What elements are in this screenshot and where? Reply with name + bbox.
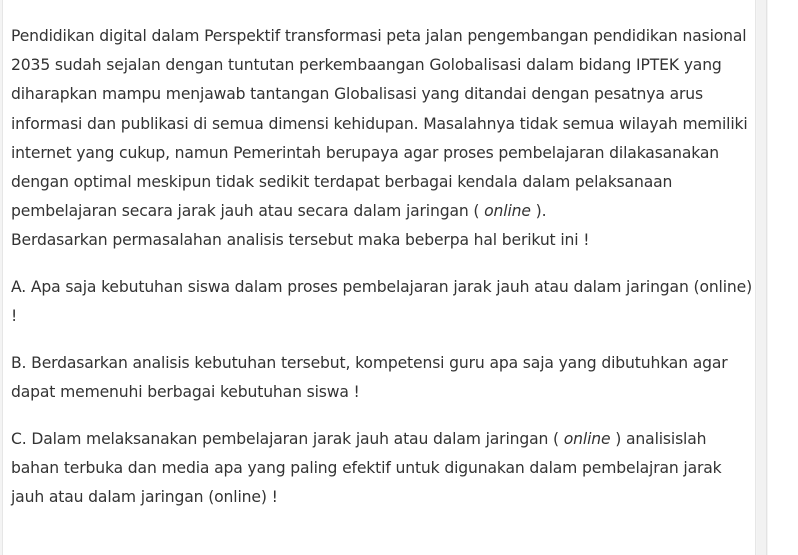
question-item-c <box>11 425 753 513</box>
right-margin <box>768 0 798 555</box>
item-c-text: C. Dalam melaksanakan pembelajaran jarak jauh atau dalam jaringan ( <box>11 429 559 448</box>
question-text <box>11 22 753 513</box>
intro-instruction: Berdasarkan permasalahan analisis tersebut maka beberpa hal berikut ini ! <box>11 231 590 250</box>
question-item-a: A. Apa saja kebutuhan siswa dalam proses pembelajaran jarak jauh atau dalam jaringan (online) ! <box>11 278 753 326</box>
paragraph-gap <box>11 332 753 350</box>
scroll-gutter <box>757 0 767 555</box>
paragraph-gap <box>11 407 753 425</box>
intro-text: Pendidikan digital dalam Perspektif transformasi peta jalan pengembangan pendidikan nasional 2035 sudah sejalan dengan tuntutan perkembaangan Golobalisasi dalam bidang IPTEK yang diharapkan mampu menjawab tantangan Globalisasi yang ditandai dengan pesatnya arus informasi dan publikasi di semua dimensi kehidupan. Masalahnya tidak semua wilayah memiliki internet yang cukup, namun Pemerintah berupaya agar proses pembelajaran dilakasanakan dengan optimal meskipun tidak sedikit terdapat berbagai kendala dalam pelaksanaan pembelajaran secara jarak jauh atau secara dalam jaringan ( <box>11 27 748 221</box>
intro-online-term: online <box>484 202 531 221</box>
intro-paragraph <box>11 22 753 256</box>
item-c-text-end: ) analisislah bahan terbuka dan media apa yang paling efektif untuk digunakan dalam pembelajran jarak jauh atau dalam jaringan (online) ! <box>11 429 722 507</box>
paragraph-gap <box>11 256 753 274</box>
question-item-b: B. Berdasarkan analisis kebutuhan tersebut, kompetensi guru apa saja yang dibutuhkan agar dapat memenuhi berbagai kebutuhan siswa ! <box>11 354 728 402</box>
intro-text-end: ). <box>535 202 547 221</box>
item-c-online-term: online <box>563 429 611 448</box>
